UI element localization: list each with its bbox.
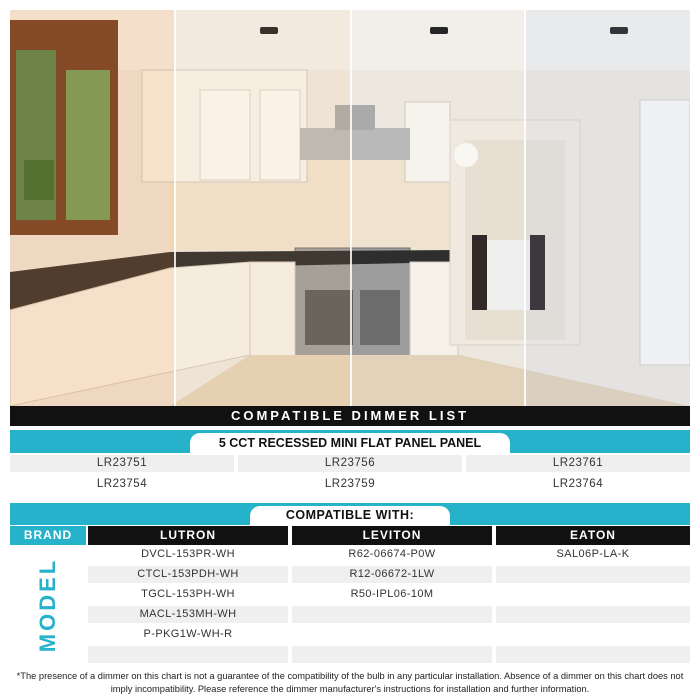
lutron-model: DVCL-153PR-WH xyxy=(88,546,288,563)
eaton-model xyxy=(496,626,690,643)
eaton-model xyxy=(496,586,690,603)
brand-eaton-header: EATON xyxy=(496,526,690,545)
product-model: LR23756 xyxy=(238,455,462,472)
leviton-model: R12-06672-1LW xyxy=(292,566,492,583)
product-model: LR23754 xyxy=(10,476,234,493)
product-model: LR23764 xyxy=(466,476,690,493)
brand-leviton-header: LEVITON xyxy=(292,526,492,545)
table-row xyxy=(88,626,690,643)
table-row xyxy=(88,566,690,583)
kitchen-photo xyxy=(10,10,690,406)
table-row xyxy=(88,546,690,563)
page-title: COMPATIBLE DIMMER LIST xyxy=(10,406,690,426)
product-heading: 5 CCT RECESSED MINI FLAT PANEL PANEL xyxy=(190,433,510,453)
lutron-model xyxy=(88,646,288,663)
eaton-model xyxy=(496,646,690,663)
leviton-model xyxy=(292,606,492,623)
table-row xyxy=(88,646,690,663)
leviton-model: R62-06674-P0W xyxy=(292,546,492,563)
product-model: LR23761 xyxy=(466,455,690,472)
compatible-heading: COMPATIBLE WITH: xyxy=(250,506,450,525)
disclaimer-footnote: *The presence of a dimmer on this chart is not a guarantee of the compatibility of the bulb in any particular installation. Absence of a dimmer on this chart does not imply incompatibility. Please reference the dimmer manufacturer's instructions for installation and further information. xyxy=(16,671,684,694)
lutron-model: P-PKG1W-WH-R xyxy=(88,626,288,643)
brand-lutron-header: LUTRON xyxy=(88,526,288,545)
brand-header: BRAND xyxy=(10,526,86,545)
model-side-label xyxy=(10,545,86,665)
product-model: LR23759 xyxy=(238,476,462,493)
leviton-model xyxy=(292,646,492,663)
product-model: LR23751 xyxy=(10,455,234,472)
eaton-model: SAL06P-LA-K xyxy=(496,546,690,563)
lutron-model: CTCL-153PDH-WH xyxy=(88,566,288,583)
table-row xyxy=(88,586,690,603)
model-side-text: MODEL xyxy=(35,557,60,653)
product-model-row xyxy=(10,455,690,472)
eaton-model xyxy=(496,566,690,583)
table-row xyxy=(88,606,690,623)
eaton-model xyxy=(496,606,690,623)
leviton-model: R50-IPL06-10M xyxy=(292,586,492,603)
leviton-model xyxy=(292,626,492,643)
lutron-model: TGCL-153PH-WH xyxy=(88,586,288,603)
lutron-model: MACL-153MH-WH xyxy=(88,606,288,623)
product-model-row xyxy=(10,476,690,493)
